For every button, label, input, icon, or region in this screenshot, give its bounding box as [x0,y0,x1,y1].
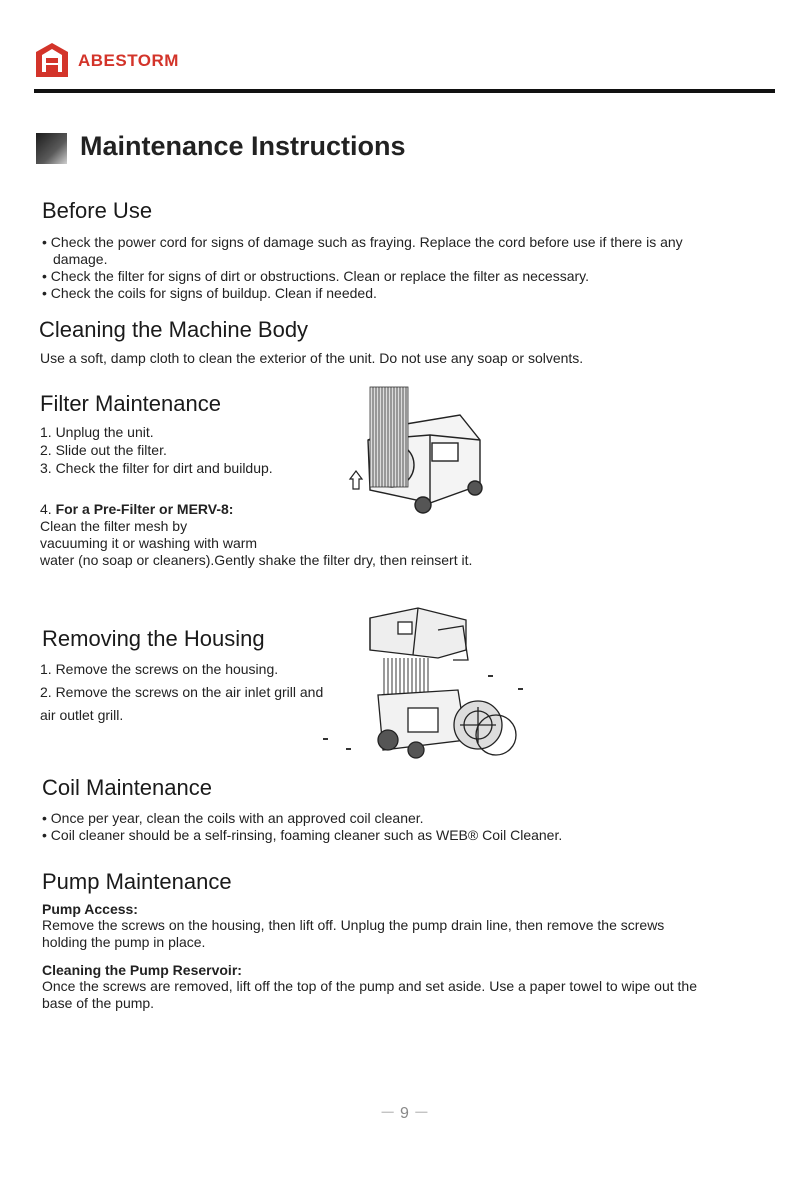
brand-logo [34,42,204,82]
before-use-list [42,234,702,302]
list-item: 1. Unplug the unit. [40,424,154,440]
list-item: 2. Slide out the filter. [40,442,167,458]
text-line: water (no soap or cleaners).Gently shake the filter dry, then reinsert it. [40,552,473,568]
filter-removal-illustration [340,385,490,517]
header-divider [34,89,775,93]
brand-logo-icon [34,42,70,80]
pump-access-title: Pump Access: [42,901,138,917]
list-item: 3. Check the filter for dirt and buildup. [40,460,273,476]
page-title: Maintenance Instructions [80,131,406,161]
coil-list [42,810,742,844]
section-heading-cleaning-body: Cleaning the Machine Body [39,317,309,342]
section-heading-coil: Coil Maintenance [42,775,212,800]
pump-access-text: Remove the screws on the housing, then lift off. Unplug the pump drain line, then remove the screws holding the pump in place. [42,917,665,950]
text-line: Clean the filter mesh by [40,518,188,534]
section-heading-before-use: Before Use [42,198,153,223]
list-item: • Coil cleaner should be a self-rinsing, foaming cleaner such as WEB® Coil Cleaner. [42,827,563,843]
step-number: 4. [40,501,56,517]
brand-name: ABESTORM [78,51,179,70]
list-item: 2. Remove the screws on the air inlet grill and [40,684,324,700]
list-item: air outlet grill. [40,707,124,723]
page-number: － 9 － [379,1105,430,1122]
step-title: For a Pre-Filter or MERV-8: [55,501,234,517]
housing-removal-illustration [318,600,530,765]
cleaning-body-text: Use a soft, damp cloth to clean the exterior of the unit. Do not use any soap or solvents. [40,350,584,366]
pump-reservoir-text: Once the screws are removed, lift off the top of the pump and set aside. Use a paper towel to wipe out the base of the pump. [42,978,697,1011]
text-line: vacuuming it or washing with warm [40,535,258,551]
section-heading-filter: Filter Maintenance [40,391,221,416]
list-item: • Check the coils for signs of buildup. Clean if needed. [42,285,377,301]
list-item: • Check the filter for signs of dirt or obstructions. Clean or replace the filter as necessary. [42,268,589,284]
section-heading-housing: Removing the Housing [42,626,265,651]
section-heading-pump: Pump Maintenance [42,869,232,894]
list-item: 1. Remove the screws on the housing. [40,661,279,677]
filter-step-4-text [40,518,600,569]
filter-steps [40,423,273,477]
pump-reservoir-title: Cleaning the Pump Reservoir: [42,962,242,978]
list-item: • Check the power cord for signs of damage such as fraying. Replace the cord before use if there is any damage. [42,234,683,267]
filter-step-4 [40,501,233,518]
list-item: • Once per year, clean the coils with an approved coil cleaner. [42,810,424,826]
title-marker-icon [36,133,67,164]
housing-steps [40,658,323,727]
